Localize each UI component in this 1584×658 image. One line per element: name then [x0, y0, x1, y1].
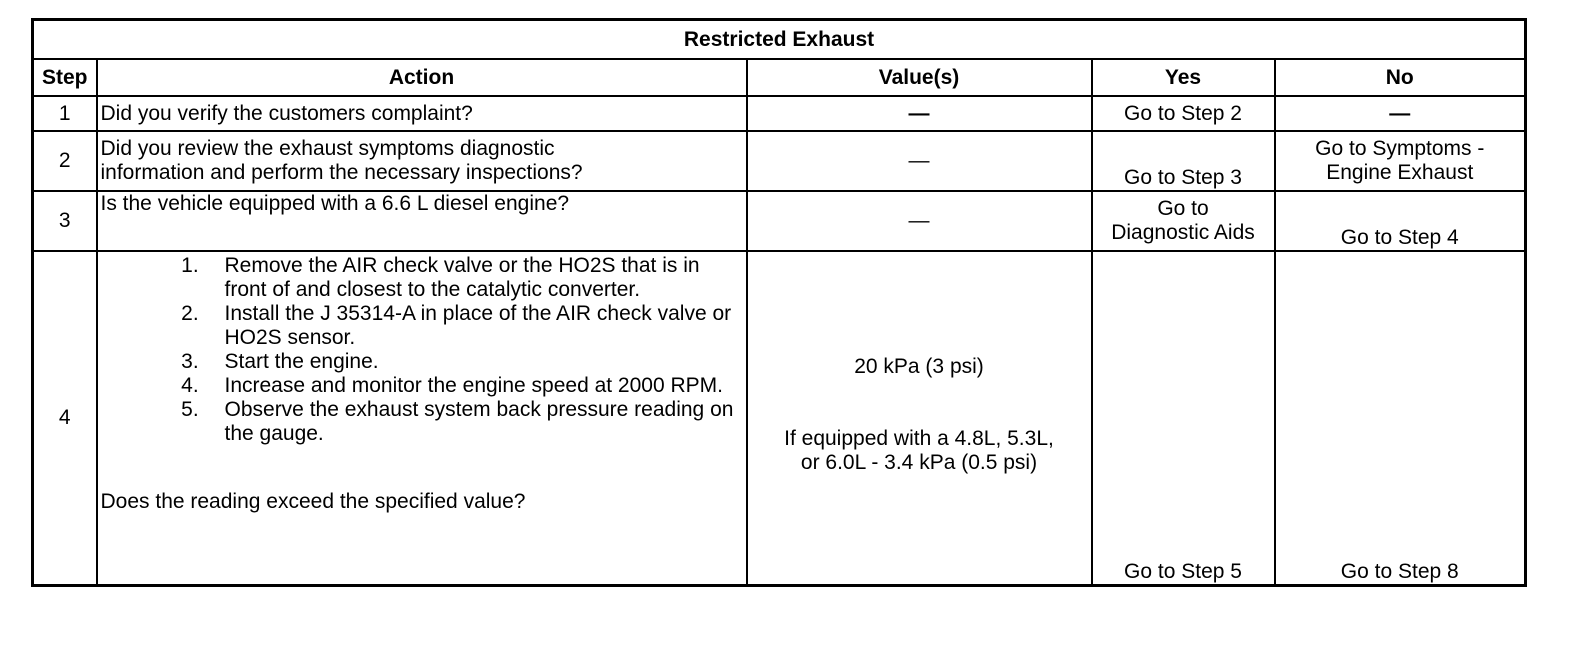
yes-cell: Go to Step 5 — [1092, 251, 1275, 586]
procedure-step: 5. Observe the exhaust system back pressure reading on the gauge. — [205, 398, 743, 446]
no-cell — [1275, 131, 1526, 191]
yes-line: Go to — [1157, 197, 1209, 220]
value-line: If equipped with a 4.8L, 5.3L, — [784, 427, 1054, 450]
action-text: Did you verify the customers complaint? — [97, 96, 747, 131]
procedure-list — [101, 254, 743, 446]
header-row — [33, 59, 1526, 96]
action-text — [97, 131, 747, 191]
procedure-step: 3. Start the engine. — [205, 350, 743, 374]
step-number: 4 — [33, 251, 97, 586]
value-cell — [747, 251, 1092, 586]
value-line: 20 kPa (3 psi) — [854, 355, 984, 378]
value-cell: — — [747, 131, 1092, 191]
no-cell: Go to Step 8 — [1275, 251, 1526, 586]
procedure-step: 2. Install the J 35314-A in place of the AIR check valve or HO2S sensor. — [205, 302, 743, 350]
value-cell: — — [747, 191, 1092, 251]
yes-cell — [1092, 191, 1275, 251]
procedure-step: 1. Remove the AIR check valve or the HO2S that is in front of and closest to the catalytic converter. — [205, 254, 743, 302]
header-action: Action — [97, 59, 747, 96]
table-title-row — [33, 20, 1526, 60]
table-row — [33, 131, 1526, 191]
no-line: Engine Exhaust — [1326, 161, 1474, 184]
step-number: 1 — [33, 96, 97, 131]
value-line: or 6.0L - 3.4 kPa (0.5 psi) — [800, 451, 1038, 474]
yes-cell: Go to Step 3 — [1092, 131, 1275, 191]
action-question: Does the reading exceed the specified value? — [100, 490, 526, 513]
no-cell: Go to Step 4 — [1275, 191, 1526, 251]
table-title: Restricted Exhaust — [33, 20, 1526, 60]
no-cell: — — [1275, 96, 1526, 131]
action-line: information and perform the necessary inspections? — [100, 161, 583, 184]
table-row — [33, 251, 1526, 586]
yes-line: Diagnostic Aids — [1111, 221, 1255, 244]
action-text: Is the vehicle equipped with a 6.6 L diesel engine? — [97, 191, 747, 251]
yes-cell: Go to Step 2 — [1092, 96, 1275, 131]
table-row — [33, 96, 1526, 131]
value-cell: — — [747, 96, 1092, 131]
step-number: 3 — [33, 191, 97, 251]
step-number: 2 — [33, 131, 97, 191]
header-step: Step — [33, 59, 97, 96]
action-text — [97, 251, 747, 586]
table-row — [33, 191, 1526, 251]
header-values: Value(s) — [747, 59, 1092, 96]
action-line: Did you review the exhaust symptoms diagnostic — [100, 137, 555, 160]
restricted-exhaust-table — [31, 18, 1527, 587]
header-yes: Yes — [1092, 59, 1275, 96]
header-no: No — [1275, 59, 1526, 96]
procedure-step: 4. Increase and monitor the engine speed at 2000 RPM. — [205, 374, 743, 398]
no-line: Go to Symptoms - — [1315, 137, 1485, 160]
